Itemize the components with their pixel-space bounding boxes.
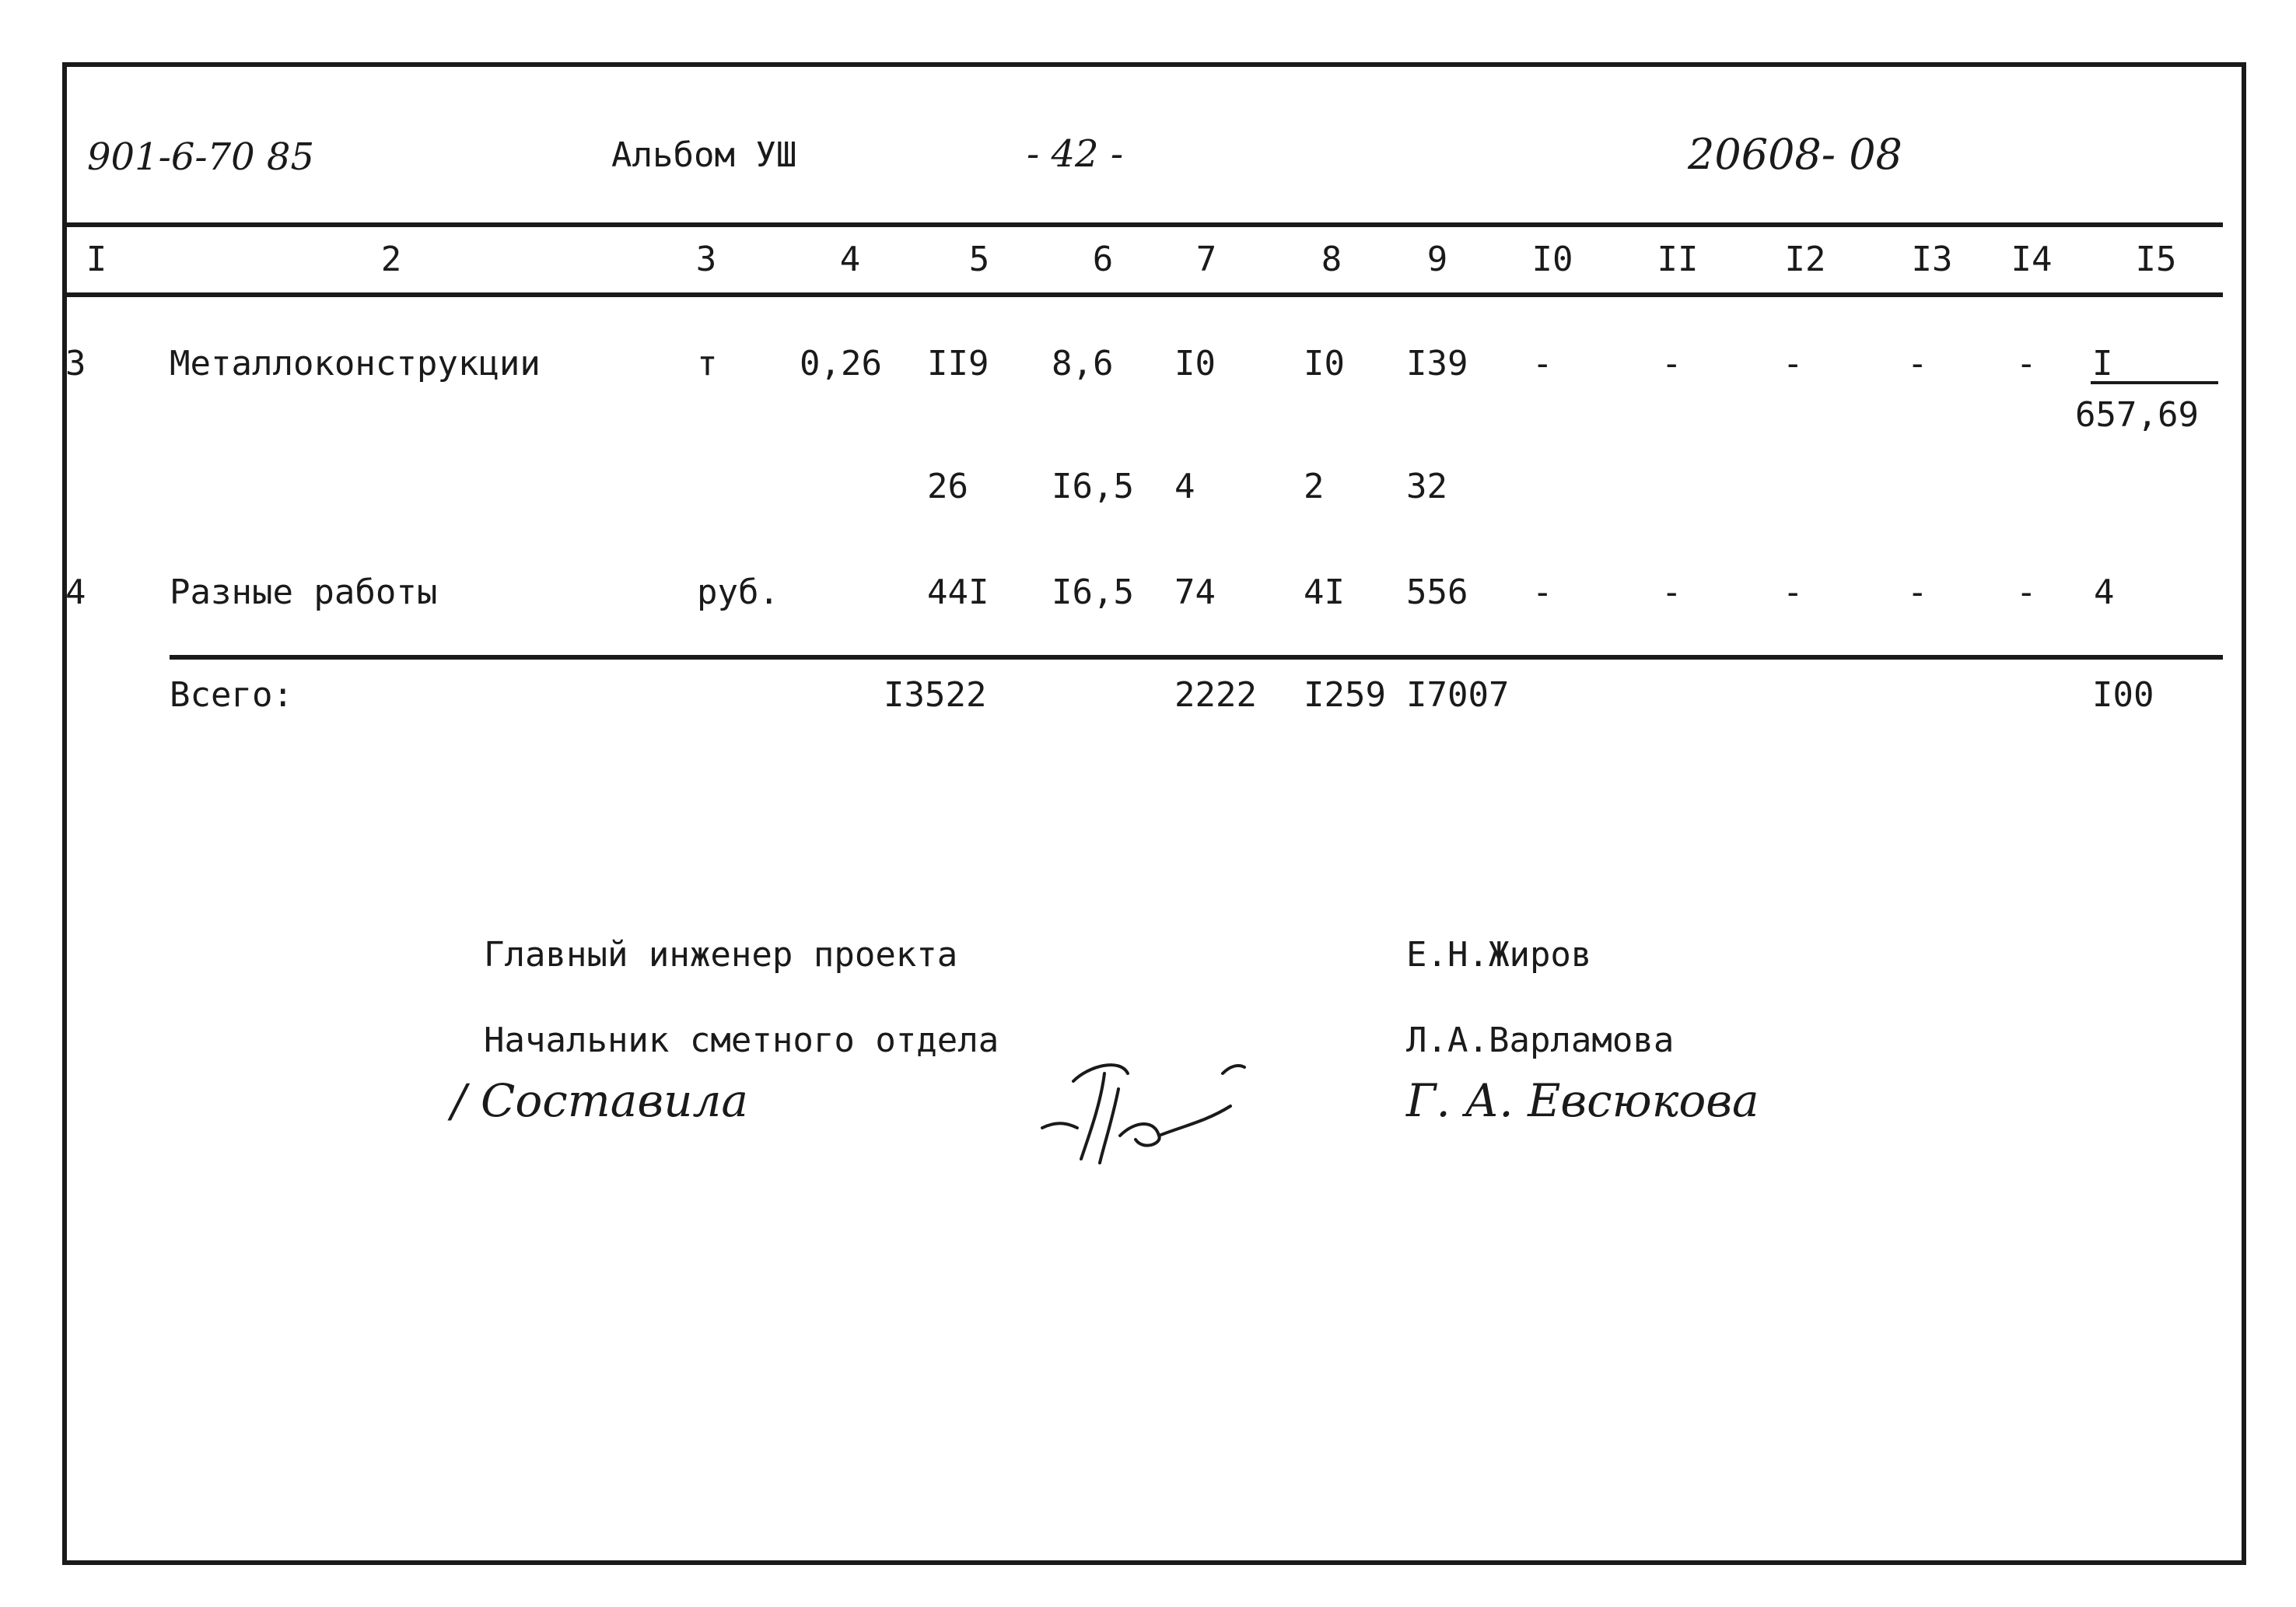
column-number: I5 [2135,240,2177,279]
cell-dash: - [1661,572,1682,612]
total-col5: I3522 [884,675,987,715]
cell-dash: - [1783,344,1804,383]
document-frame [62,62,2246,1565]
column-number: 9 [1426,240,1448,279]
column-number: 3 [695,240,717,279]
column-number: I3 [1911,240,1953,279]
head-of-department-title: Начальник сметного отдела [484,1021,999,1060]
cell-col8: I0 [1304,344,1345,383]
unit: т [697,344,718,383]
total-col9: I7007 [1406,675,1510,715]
cell-col8: 4I [1304,572,1345,612]
cell-dash: - [1907,344,1928,383]
column-number: I2 [1784,240,1826,279]
unit: руб. [697,572,779,612]
cell-dash: - [1907,572,1928,612]
cell-col6: I6,5 [1052,467,1134,506]
column-number: 4 [839,240,861,279]
cell-dash: - [1532,572,1553,612]
cell-col15: 4 [2094,572,2115,612]
document-number: 20608- 08 [1688,130,1902,179]
cell-col6: I6,5 [1052,572,1134,612]
total-label: Всего: [170,675,293,715]
fraction-denominator: 657,69 [2075,395,2199,435]
column-number: II [1657,240,1699,279]
total-col8: I259 [1304,675,1386,715]
row-number: 3 [65,344,86,383]
column-number: 8 [1321,240,1342,279]
cell-dash: - [2016,344,2037,383]
album-label: Альбом УШ [611,135,797,175]
total-col7: 2222 [1174,675,1257,715]
cell-col9: 32 [1406,467,1447,506]
cell-col9: I39 [1406,344,1468,383]
compiled-by-name: Г. А. Евсюкова [1406,1074,1759,1127]
work-name: Металлоконструкции [170,344,541,383]
header-bottom-rule [67,292,2223,297]
cell-dash: - [1783,572,1804,612]
cell-dash: - [1532,344,1553,383]
cell-col6: 8,6 [1052,344,1114,383]
chief-engineer-title: Главный инженер проекта [484,935,958,975]
cell-col8: 2 [1304,467,1325,506]
total-col15: I00 [2092,675,2154,715]
handwritten-signature [1027,1035,1268,1175]
page-number: - 42 - [1027,132,1124,176]
cell-col7: 4 [1174,467,1195,506]
cell-col7: 74 [1174,572,1216,612]
header-top-rule [67,222,2223,227]
cell-dash: - [2016,572,2037,612]
fraction-bar [2091,381,2218,384]
cell-col5: 26 [927,467,968,506]
compiled-by-label: / Составила [451,1074,748,1127]
column-number: 6 [1092,240,1114,279]
work-name: Разные работы [170,572,438,612]
cell-col9: 556 [1406,572,1468,612]
head-of-department-name: Л.А.Варламова [1406,1021,1675,1060]
document-code: 901-6-70 85 [87,135,315,179]
chief-engineer-name: Е.Н.Жиров [1406,935,1592,975]
column-number: I4 [2011,240,2053,279]
cell-dash: - [1661,344,1682,383]
column-number: I0 [1531,240,1573,279]
cell-col4: 0,26 [800,344,882,383]
cell-col5: 44I [927,572,989,612]
column-number: I [86,240,107,279]
cell-col5: II9 [927,344,989,383]
cell-col7: I0 [1174,344,1216,383]
row-number: 4 [65,572,86,612]
column-number: 5 [968,240,990,279]
fraction-numerator: I [2092,344,2113,383]
total-rule [170,655,2223,660]
column-number: 7 [1195,240,1217,279]
column-number: 2 [380,240,402,279]
